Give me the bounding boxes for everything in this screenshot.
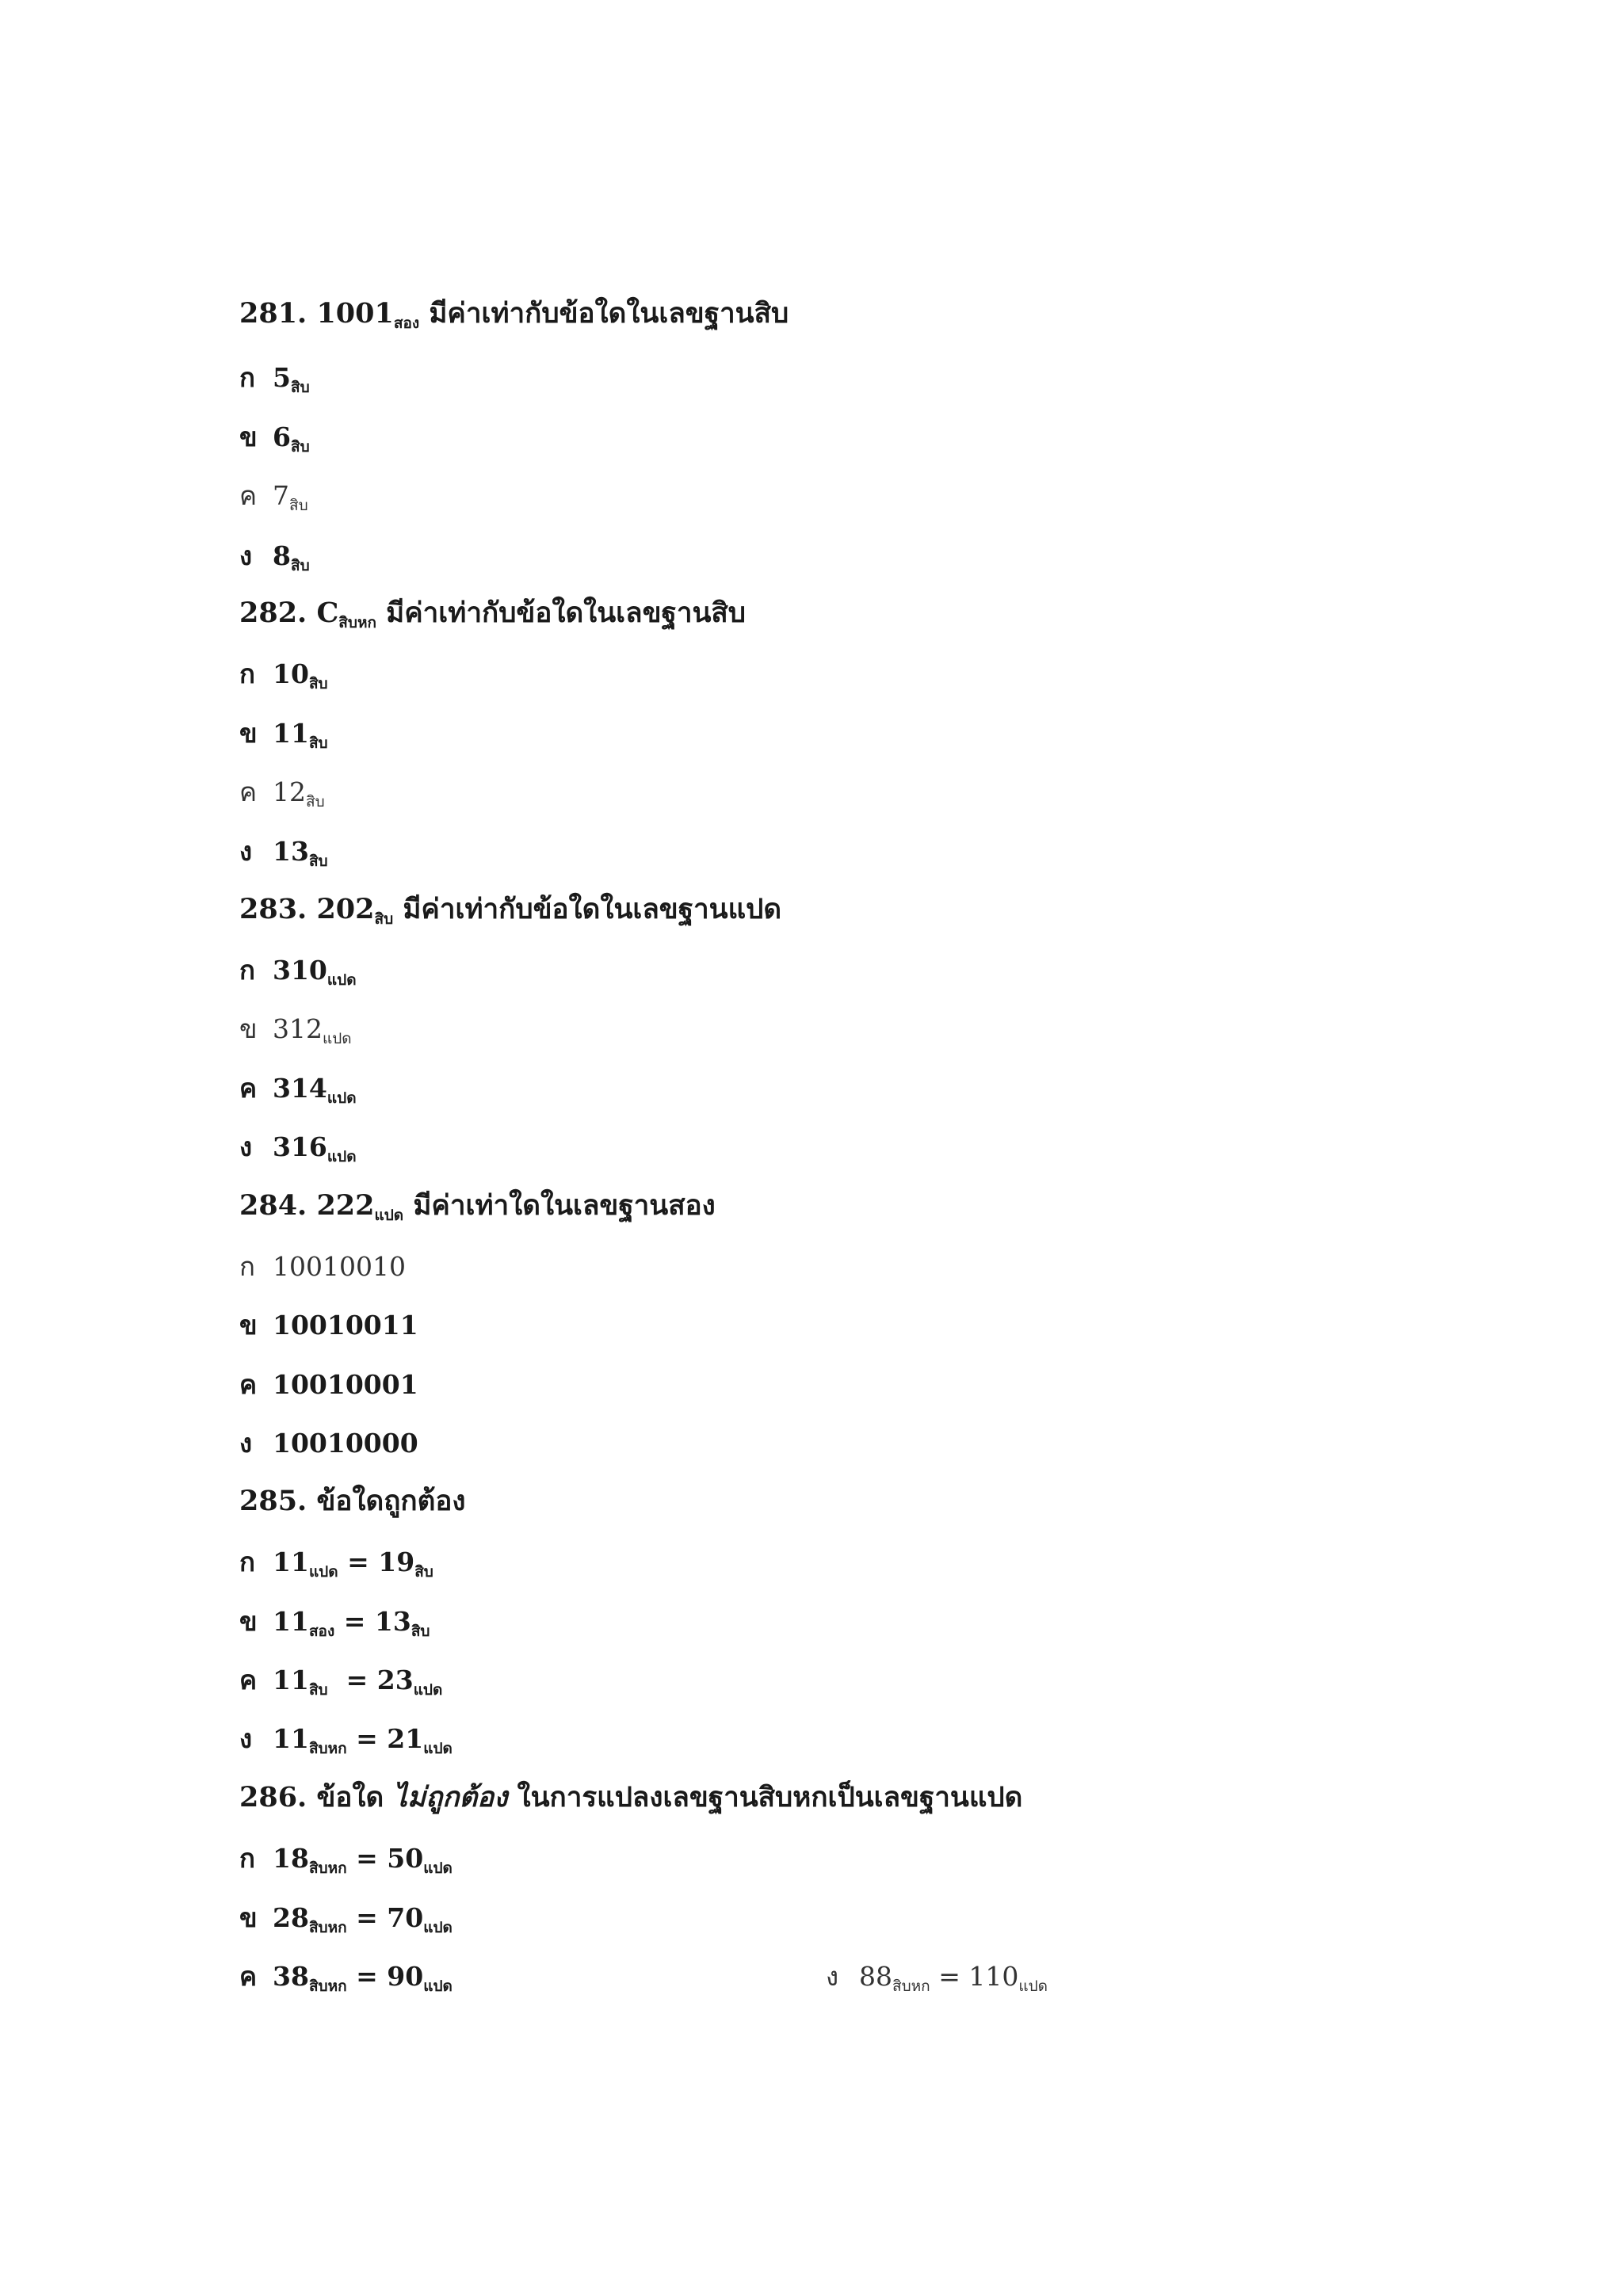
option-lhs: 11	[273, 1723, 309, 1754]
option-284-a	[239, 1249, 406, 1284]
option-rhs: 23	[376, 1665, 414, 1695]
question-281	[239, 296, 789, 331]
option-281-c	[239, 479, 308, 513]
equals-sign: =	[346, 1665, 369, 1695]
option-284-d	[239, 1426, 418, 1461]
option-value: 310	[273, 955, 327, 986]
equals-sign: =	[356, 1843, 378, 1874]
question-value: 222	[316, 1189, 375, 1222]
option-286-a	[239, 1841, 453, 1876]
option-285-b	[239, 1604, 430, 1639]
option-rhs: 70	[387, 1902, 424, 1933]
option-rhs: 21	[387, 1723, 424, 1754]
equals-sign: =	[343, 1606, 366, 1637]
option-rhs: 50	[387, 1843, 424, 1874]
base-subscript: สิบ	[290, 379, 310, 396]
option-283-d	[239, 1130, 357, 1165]
base-subscript: สิบ	[306, 793, 325, 810]
base-subscript: แปด	[423, 1978, 453, 1995]
base-subscript: สิบ	[308, 1681, 328, 1699]
option-lhs: 11	[273, 1665, 309, 1695]
base-subscript: แปด	[413, 1681, 443, 1699]
option-value: 314	[273, 1073, 327, 1104]
question-text: มีค่าเท่ากับข้อใดในเลขฐานสิบ	[386, 597, 746, 629]
option-label: ง	[239, 1723, 253, 1754]
question-text: มีค่าเท่าใดในเลขฐานสอง	[413, 1189, 716, 1222]
question-number: 285.	[239, 1485, 307, 1517]
equals-sign: =	[347, 1547, 369, 1577]
option-label: ง	[239, 1131, 253, 1162]
equals-sign: =	[356, 1723, 378, 1754]
base-subscript: แปด	[423, 1740, 453, 1757]
option-lhs: 28	[273, 1902, 309, 1933]
base-subscript: สิบหก	[338, 614, 376, 631]
question-value: 1001	[316, 297, 394, 330]
option-285-c	[239, 1663, 442, 1698]
option-282-b	[239, 716, 328, 751]
equals-sign: =	[938, 1961, 960, 1992]
base-subscript: สิบ	[290, 557, 310, 574]
base-subscript: สิบ	[289, 497, 308, 514]
base-subscript: แปด	[308, 1563, 338, 1581]
option-label: ง	[239, 1428, 253, 1459]
question-282	[239, 596, 746, 631]
question-286	[239, 1780, 1022, 1815]
option-rhs: 19	[378, 1547, 415, 1577]
base-subscript: สิบหก	[308, 1740, 347, 1757]
option-label: ค	[239, 1665, 258, 1695]
base-subscript: แปด	[323, 1030, 352, 1047]
option-label: ก	[239, 362, 255, 393]
option-283-a	[239, 953, 357, 988]
option-label: ง	[826, 1961, 839, 1992]
base-subscript: สิบ	[308, 852, 328, 870]
option-value: 10	[273, 658, 309, 689]
option-label: ข	[239, 1606, 258, 1637]
base-subscript: แปด	[327, 1089, 357, 1107]
option-label: ก	[239, 658, 255, 689]
option-281-d	[239, 539, 310, 574]
option-value: 10010001	[273, 1369, 418, 1400]
option-value: 316	[273, 1131, 327, 1162]
option-lhs: 11	[273, 1547, 309, 1577]
option-label: ข	[239, 718, 258, 749]
option-value: 13	[273, 836, 309, 867]
option-rhs: 90	[387, 1961, 424, 1992]
base-subscript: สอง	[393, 315, 420, 332]
option-lhs: 11	[273, 1606, 309, 1637]
option-label: ค	[239, 1369, 258, 1400]
option-label: ข	[239, 1013, 258, 1044]
equals-sign: =	[356, 1902, 378, 1933]
option-283-c	[239, 1071, 357, 1106]
base-subscript: สิบ	[414, 1563, 433, 1581]
option-label: ก	[239, 1251, 255, 1282]
option-lhs: 18	[273, 1843, 309, 1874]
option-286-d	[826, 1959, 1048, 1994]
option-value: 10010011	[273, 1310, 418, 1341]
base-subscript: สิบหก	[308, 1859, 347, 1877]
question-text: ข้อใด	[316, 1781, 384, 1814]
base-subscript: แปด	[374, 1207, 404, 1224]
option-282-c	[239, 775, 325, 810]
base-subscript: สิบหก	[308, 1919, 347, 1936]
option-284-b	[239, 1308, 418, 1343]
base-subscript: สิบ	[308, 734, 328, 752]
option-rhs: 13	[374, 1606, 411, 1637]
option-value: 10010000	[273, 1428, 418, 1459]
option-282-a	[239, 657, 328, 692]
option-label: ข	[239, 1902, 258, 1933]
option-284-c	[239, 1367, 418, 1402]
question-text: มีค่าเท่ากับข้อใดในเลขฐานแปด	[403, 893, 782, 925]
question-value: C	[316, 597, 339, 629]
option-value: 312	[273, 1013, 323, 1044]
option-label: ก	[239, 1547, 255, 1577]
base-subscript: สิบ	[290, 438, 310, 456]
emphasis-text: ไม่ถูกต้อง	[393, 1781, 508, 1814]
option-value: 12	[273, 776, 306, 807]
option-lhs: 88	[859, 1961, 892, 1992]
option-label: ก	[239, 1843, 255, 1874]
question-text: ข้อใดถูกต้อง	[316, 1485, 466, 1517]
option-value: 5	[273, 362, 291, 393]
option-281-b	[239, 420, 310, 455]
option-label: ค	[239, 480, 258, 511]
option-285-a	[239, 1545, 433, 1580]
base-subscript: แปด	[423, 1919, 453, 1936]
option-label: ง	[239, 836, 253, 867]
question-285	[239, 1484, 465, 1519]
question-number: 284.	[239, 1189, 307, 1222]
option-value: 10010010	[273, 1251, 406, 1282]
option-lhs: 38	[273, 1961, 309, 1992]
option-label: ข	[239, 1310, 258, 1341]
question-283	[239, 892, 781, 927]
option-282-d	[239, 834, 328, 869]
base-subscript: สิบ	[411, 1623, 430, 1640]
option-label: ข	[239, 421, 258, 452]
question-text: มีค่าเท่ากับข้อใดในเลขฐานสิบ	[429, 297, 789, 330]
option-value: 7	[273, 480, 289, 511]
base-subscript: สอง	[308, 1623, 335, 1640]
question-number: 281.	[239, 297, 307, 330]
option-label: ค	[239, 776, 258, 807]
base-subscript: สิบ	[308, 675, 328, 692]
option-label: ค	[239, 1961, 258, 1992]
option-283-b	[239, 1012, 352, 1047]
base-subscript: สิบหก	[308, 1978, 347, 1995]
option-285-d	[239, 1722, 453, 1756]
base-subscript: แปด	[327, 971, 357, 989]
option-286-c	[239, 1959, 1048, 1995]
option-label: ก	[239, 955, 255, 986]
question-number: 282.	[239, 597, 307, 629]
option-rhs: 110	[968, 1961, 1019, 1992]
question-284	[239, 1188, 716, 1223]
option-label: ง	[239, 540, 253, 571]
question-value: 202	[316, 893, 375, 925]
option-label: ค	[239, 1073, 258, 1104]
base-subscript: แปด	[1018, 1978, 1048, 1995]
option-value: 11	[273, 718, 309, 749]
question-text: ในการแปลงเลขฐานสิบหกเป็นเลขฐานแปด	[517, 1781, 1023, 1814]
base-subscript: แปด	[423, 1859, 453, 1877]
option-value: 8	[273, 540, 291, 571]
option-281-a	[239, 360, 310, 395]
equals-sign: =	[356, 1961, 378, 1992]
question-number: 283.	[239, 893, 307, 925]
question-number: 286.	[239, 1781, 307, 1814]
option-286-b	[239, 1901, 453, 1936]
base-subscript: แปด	[327, 1148, 357, 1165]
base-subscript: สิบหก	[892, 1978, 930, 1995]
option-value: 6	[273, 421, 291, 452]
base-subscript: สิบ	[374, 910, 394, 928]
